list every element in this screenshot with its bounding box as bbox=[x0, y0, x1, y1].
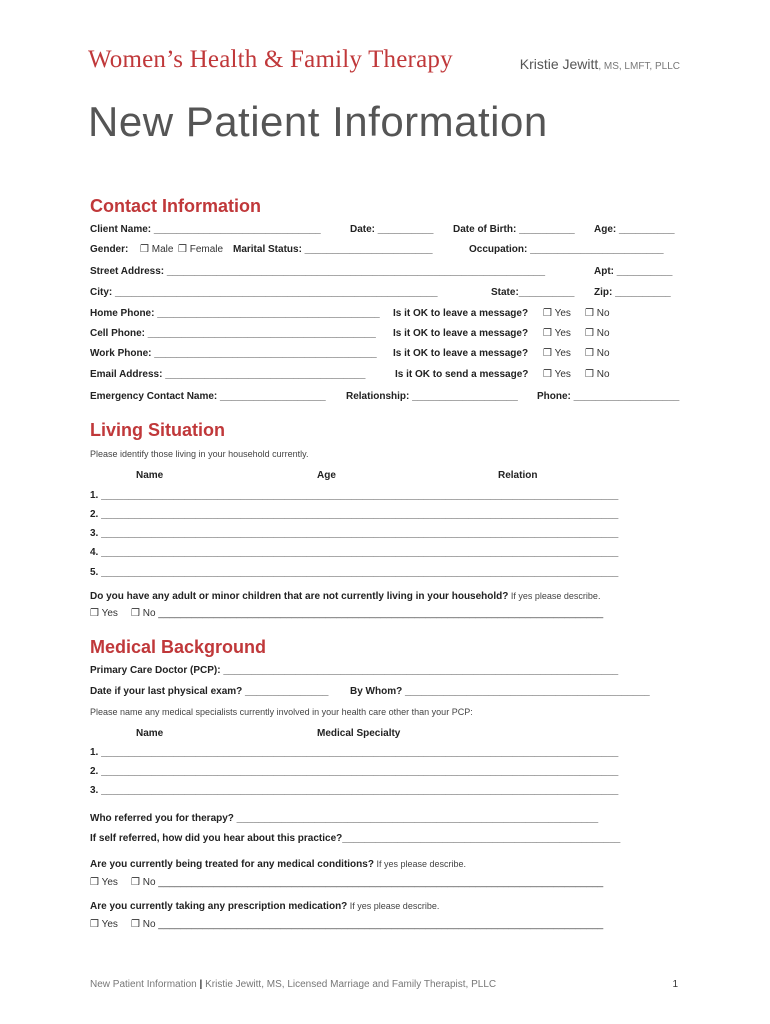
footer-left: New Patient Information bbox=[90, 979, 200, 990]
children-yes-checkbox[interactable]: ❒ Yes bbox=[90, 608, 118, 619]
brand-logo-text: Women’s Health & Family Therapy bbox=[88, 46, 453, 73]
state-field[interactable]: State:__________ bbox=[491, 287, 575, 298]
specialists-col-specialty: Medical Specialty bbox=[317, 728, 401, 739]
specialist-row-field[interactable]: 1. _____________________________________________________________________________________________ bbox=[90, 747, 619, 758]
gender-male-checkbox[interactable]: ❒ Male bbox=[140, 244, 174, 255]
household-row-field[interactable]: 3. _____________________________________________________________________________________________ bbox=[90, 528, 619, 539]
emergency-phone-field[interactable]: Phone: ___________________ bbox=[537, 391, 680, 402]
footer-divider: | bbox=[199, 979, 203, 990]
relationship-field[interactable]: Relationship: ___________________ bbox=[346, 391, 518, 402]
treated-no-checkbox[interactable]: ❒ No ________________________________________________________________________________ bbox=[131, 877, 604, 888]
client-name-field[interactable]: Client Name: ______________________________ bbox=[90, 224, 321, 235]
home-phone-no-checkbox[interactable]: ❒ No bbox=[585, 308, 610, 319]
living-heading: Living Situation bbox=[90, 420, 225, 440]
city-field[interactable]: City: __________________________________________________________ bbox=[90, 287, 438, 298]
home-phone-message-question: Is it OK to leave a message? bbox=[393, 308, 529, 319]
cell-phone-no-checkbox[interactable]: ❒ No bbox=[585, 328, 610, 339]
rx-question bbox=[90, 896, 439, 914]
children-no-checkbox[interactable]: ❒ No ________________________________________________________________________________ bbox=[131, 608, 604, 619]
treated-yes-checkbox[interactable]: ❒ Yes bbox=[90, 877, 118, 888]
page-number: 1 bbox=[672, 979, 678, 990]
occupation-field[interactable]: Occupation: ________________________ bbox=[469, 244, 664, 255]
specialist-row-field[interactable]: 2. _____________________________________________________________________________________________ bbox=[90, 766, 619, 777]
page-title: New Patient Information bbox=[88, 98, 548, 145]
apt-field[interactable]: Apt: __________ bbox=[594, 266, 673, 277]
household-row-field[interactable]: 2. _____________________________________________________________________________________________ bbox=[90, 509, 619, 520]
household-row-field[interactable]: 1. _____________________________________________________________________________________________ bbox=[90, 490, 619, 501]
specialist-row-field[interactable]: 3. _____________________________________________________________________________________________ bbox=[90, 785, 619, 796]
living-col-name: Name bbox=[136, 470, 164, 481]
cell-phone-field[interactable]: Cell Phone: _________________________________________ bbox=[90, 328, 376, 339]
household-row-field[interactable]: 5. _____________________________________________________________________________________________ bbox=[90, 567, 619, 578]
work-phone-field[interactable]: Work Phone: ________________________________________ bbox=[90, 348, 377, 359]
children-question-text: Do you have any adult or minor children that are not currently living in your household? bbox=[90, 591, 509, 602]
children-question-hint: If yes please describe. bbox=[508, 591, 601, 601]
pcp-field[interactable]: Primary Care Doctor (PCP): _______________________________________________________________________ bbox=[90, 665, 619, 676]
cell-phone-yes-checkbox[interactable]: ❒ Yes bbox=[543, 328, 571, 339]
by-whom-field[interactable]: By Whom? ____________________________________________ bbox=[350, 686, 650, 697]
footer-right: Kristie Jewitt, MS, Licensed Marriage and Family Therapist, PLLC bbox=[202, 979, 497, 990]
marital-status-field[interactable]: Marital Status: _______________________ bbox=[233, 244, 433, 255]
living-col-age: Age bbox=[317, 470, 336, 481]
zip-field[interactable]: Zip: __________ bbox=[594, 287, 671, 298]
last-physical-field[interactable]: Date if your last physical exam? _______________ bbox=[90, 686, 329, 697]
emergency-contact-field[interactable]: Emergency Contact Name: ___________________ bbox=[90, 391, 326, 402]
living-instruction: Please identify those living in your household currently. bbox=[90, 449, 309, 459]
email-no-checkbox[interactable]: ❒ No bbox=[585, 369, 610, 380]
rx-no-checkbox[interactable]: ❒ No ________________________________________________________________________________ bbox=[131, 919, 604, 930]
contact-heading: Contact Information bbox=[90, 196, 261, 216]
treated-question bbox=[90, 854, 466, 872]
specialists-col-name: Name bbox=[136, 728, 164, 739]
street-address-field[interactable]: Street Address: ____________________________________________________________________ bbox=[90, 266, 546, 277]
home-phone-field[interactable]: Home Phone: ________________________________________ bbox=[90, 308, 380, 319]
email-yes-checkbox[interactable]: ❒ Yes bbox=[543, 369, 571, 380]
date-field[interactable]: Date: __________ bbox=[350, 224, 434, 235]
rx-question-hint: If yes please describe. bbox=[347, 901, 440, 911]
owner-credentials: , MS, LMFT, PLLC bbox=[598, 61, 680, 72]
household-row-field[interactable]: 4. _____________________________________________________________________________________________ bbox=[90, 547, 619, 558]
owner-name bbox=[520, 56, 680, 72]
self-referred-field[interactable]: If self referred, how did you hear about this practice?__________________________________________________ bbox=[90, 833, 621, 844]
children-question bbox=[90, 586, 600, 604]
email-field[interactable]: Email Address: ____________________________________ bbox=[90, 369, 366, 380]
specialists-instruction: Please name any medical specialists currently involved in your health care other than your PCP: bbox=[90, 707, 473, 717]
home-phone-yes-checkbox[interactable]: ❒ Yes bbox=[543, 308, 571, 319]
footer-text bbox=[90, 979, 496, 990]
rx-yes-checkbox[interactable]: ❒ Yes bbox=[90, 919, 118, 930]
referred-by-field[interactable]: Who referred you for therapy? _________________________________________________________________ bbox=[90, 813, 599, 824]
work-phone-no-checkbox[interactable]: ❒ No bbox=[585, 348, 610, 359]
work-phone-message-question: Is it OK to leave a message? bbox=[393, 348, 529, 359]
gender-label: Gender: bbox=[90, 244, 129, 255]
rx-question-text: Are you currently taking any prescription medication? bbox=[90, 901, 348, 912]
age-field[interactable]: Age: __________ bbox=[594, 224, 675, 235]
dob-field[interactable]: Date of Birth: __________ bbox=[453, 224, 575, 235]
living-col-relation: Relation bbox=[498, 470, 538, 481]
work-phone-yes-checkbox[interactable]: ❒ Yes bbox=[543, 348, 571, 359]
cell-phone-message-question: Is it OK to leave a message? bbox=[393, 328, 529, 339]
gender-female-checkbox[interactable]: ❒ Female bbox=[178, 244, 224, 255]
owner-name-text: Kristie Jewitt bbox=[519, 56, 599, 72]
medical-heading: Medical Background bbox=[90, 637, 267, 657]
treated-question-text: Are you currently being treated for any medical conditions? bbox=[90, 859, 374, 870]
email-message-question: Is it OK to send a message? bbox=[395, 369, 529, 380]
treated-question-hint: If yes please describe. bbox=[373, 859, 467, 869]
